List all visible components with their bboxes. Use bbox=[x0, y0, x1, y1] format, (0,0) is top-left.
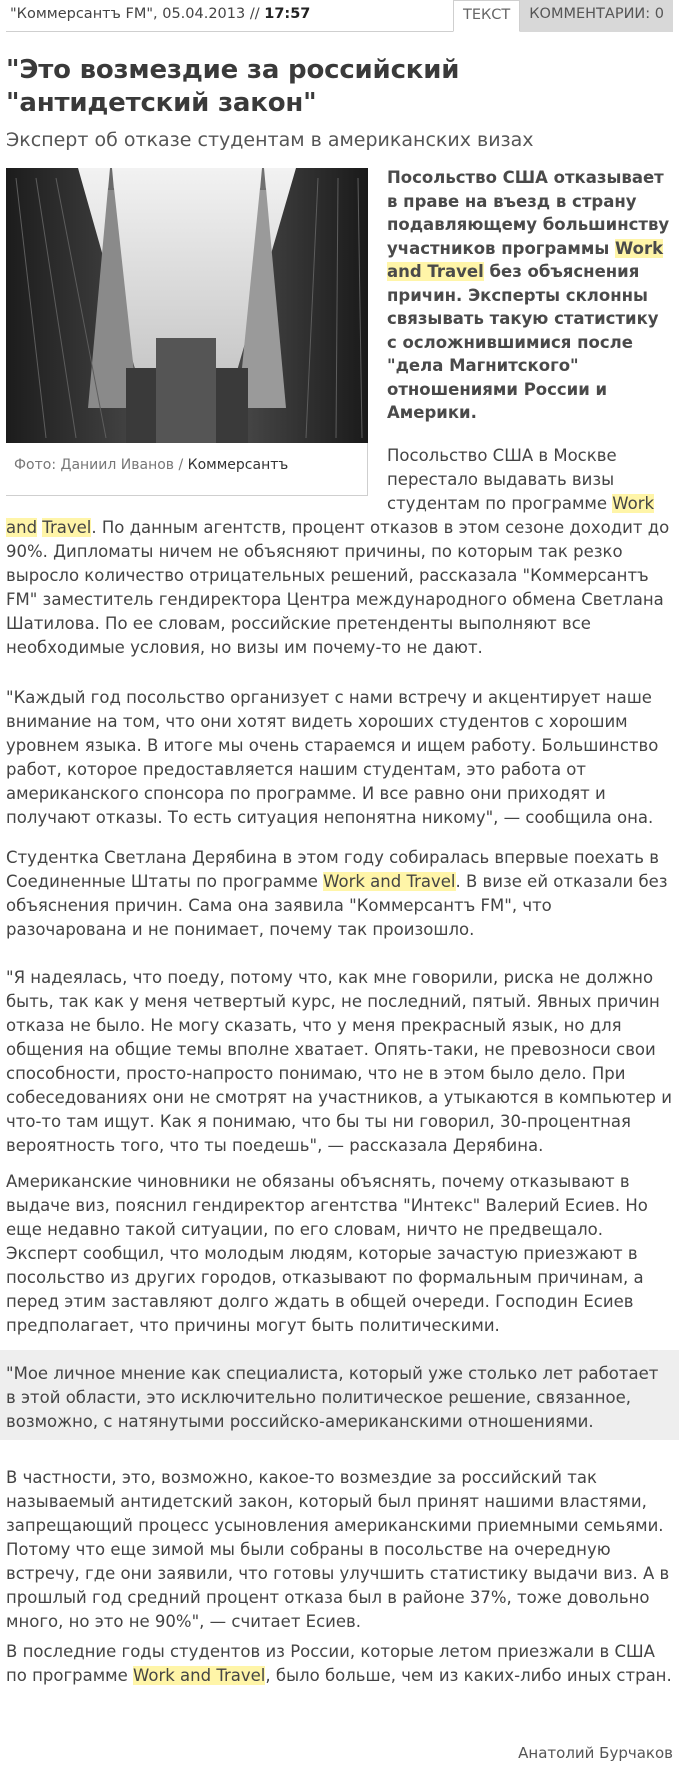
p3-program-highlight: Work and Travel bbox=[323, 872, 456, 891]
p7-text-b: , было больше, чем из каких-либо иных стран. bbox=[265, 1666, 672, 1685]
paragraph-5: Американские чиновники не обязаны объяснять, почему отказывают в выдаче виз, пояснил гендиректор агентства "Интекс" Валерий Есиев. Но еще недавно такой ситуации, по его словам, ничто не предвещало. Эксперт сообщил, что молодым людям, которые зачастую приезжают в посольство из других городов, отказывают по формальным причинам, а перед этим заставляют долго ждать в общей очереди. Господин Есиев предполагает, что причины могут быть политическими. bbox=[6, 1172, 648, 1335]
lead-text-b: без объяснения причин. Эксперты склонны связывать такую статистику с осложнившимися после "дела Магнитского" отношениями России и Америки. bbox=[387, 262, 659, 422]
tab-comments[interactable]: КОММЕНТАРИИ: 0 bbox=[520, 0, 673, 32]
article-figure bbox=[6, 168, 368, 496]
article-photo bbox=[6, 168, 368, 443]
paragraph-2: "Каждый год посольство организует с нами встречу и акцентирует наше внимание на том, что они хотят видеть хороших студентов с хорошим уровнем языка. В итоге мы очень стараемся и ищем работу. Большинство работ, которое предоставляется нашим студентам, это работа от американского спонсора по программе. И все равно они приходят и получают отказы. То есть ситуация непонятна никому", — сообщила она. bbox=[6, 688, 659, 827]
source-date-text: "Коммерсантъ FM", 05.04.2013 // bbox=[10, 6, 265, 22]
p1-highlight-and: and bbox=[6, 518, 38, 537]
paragraph-6: В частности, это, возможно, какое-то возмездие за российский так называемый антидетский закон, который был принят нашими властями, запрещающий процесс усыновления американскими приемными семьями. Потому что еще зимой мы были собраны в посольстве на очередную встречу, где они заявили, что готовы улучшить статистику выдачи виз. А в прошлый год средний процент отказа был в районе 37%, тоже довольно много, но это не 90%", — считает Есиев. bbox=[6, 1468, 670, 1631]
paragraph-4: "Я надеялась, что поеду, потому что, как мне говорили, риска не должно быть, так как у меня четвертый курс, не последний, пятый. Явных причин отказа не было. Не могу сказать, что у меня прекрасный язык, но для общения на общие темы вполне хватает. Опять-таки, не превозноси свои способности, просто-напросто понимаю, что не в этом было дело. При собеседованиях они не смотрят на участников, а утыкаются в компьютер и что-то там ищут. Как я понимаю, что бы ты ни говорил, 30-процентная вероятность того, что ты поедешь", — рассказала Дерябина. bbox=[6, 968, 672, 1155]
paragraph-3 bbox=[6, 846, 673, 942]
caption-source-link[interactable]: Коммерсантъ bbox=[187, 457, 289, 473]
publish-time: 17:57 bbox=[264, 6, 311, 22]
article-author: Анатолий Бурчаков bbox=[518, 1744, 673, 1762]
p7-program-highlight: Work and Travel bbox=[133, 1666, 266, 1685]
tab-text[interactable]: ТЕКСТ bbox=[453, 0, 520, 32]
article-source-date bbox=[10, 6, 310, 22]
lead-text-a: Посольство США отказывает в праве на въезд в страну подавляющему большинству участников программы bbox=[387, 168, 670, 258]
view-tabs bbox=[453, 0, 673, 32]
p1-cont-text: . По данным агентств, процент отказов в этом сезоне доходит до 90%. Дипломаты ничем не объясняют причины, по которым так резко выросло количество отрицательных решений, рассказала "Коммерсантъ FM" заместитель гендиректора Центра международного обмена Светлана Шатилова. По ее словам, российские претенденты выполняют все необходимые условия, но визы им почему-то не дают. bbox=[6, 518, 670, 657]
lead-program-highlight: Work and Travel bbox=[387, 238, 664, 281]
p1-text: Посольство США в Москве перестало выдавать визы студентам по программе bbox=[387, 446, 617, 513]
photo-caption bbox=[14, 457, 288, 473]
skyscrapers-photo-illustration bbox=[6, 168, 368, 443]
p1-highlight-travel: Travel bbox=[42, 518, 92, 537]
paragraph-7 bbox=[6, 1640, 673, 1688]
caption-author: Фото: Даниил Иванов / bbox=[14, 457, 188, 473]
article-toolbar bbox=[6, 0, 673, 32]
article-lead bbox=[387, 166, 673, 425]
pull-quote bbox=[0, 1350, 679, 1440]
p1-highlight-work: Work bbox=[612, 494, 655, 513]
p3-text-b: . В визе ей отказали без объяснения причин. Сама она заявила "Коммерсантъ FM", что разочарована и не понимает, почему так произошло. bbox=[6, 872, 668, 939]
article-subtitle: Эксперт об отказе студентам в американских визах bbox=[6, 129, 534, 151]
article-title: "Это возмездие за российский "антидетский закон" bbox=[6, 55, 460, 118]
paragraph-1-start bbox=[387, 444, 673, 516]
paragraph-1-cont bbox=[6, 516, 673, 660]
p3-text-a: Студентка Светлана Дерябина в этом году собиралась впервые поехать в Соединенные Штаты по программе bbox=[6, 848, 659, 891]
p7-text-a: В последние годы студентов из России, которые летом приезжали в США по программе bbox=[6, 1642, 655, 1685]
pull-quote-text: "Мое личное мнение как специалиста, который уже столько лет работает в этой области, это исключительно политическое решение, связанное, возможно, с натянутыми российско-американскими отношениями. bbox=[6, 1364, 659, 1431]
